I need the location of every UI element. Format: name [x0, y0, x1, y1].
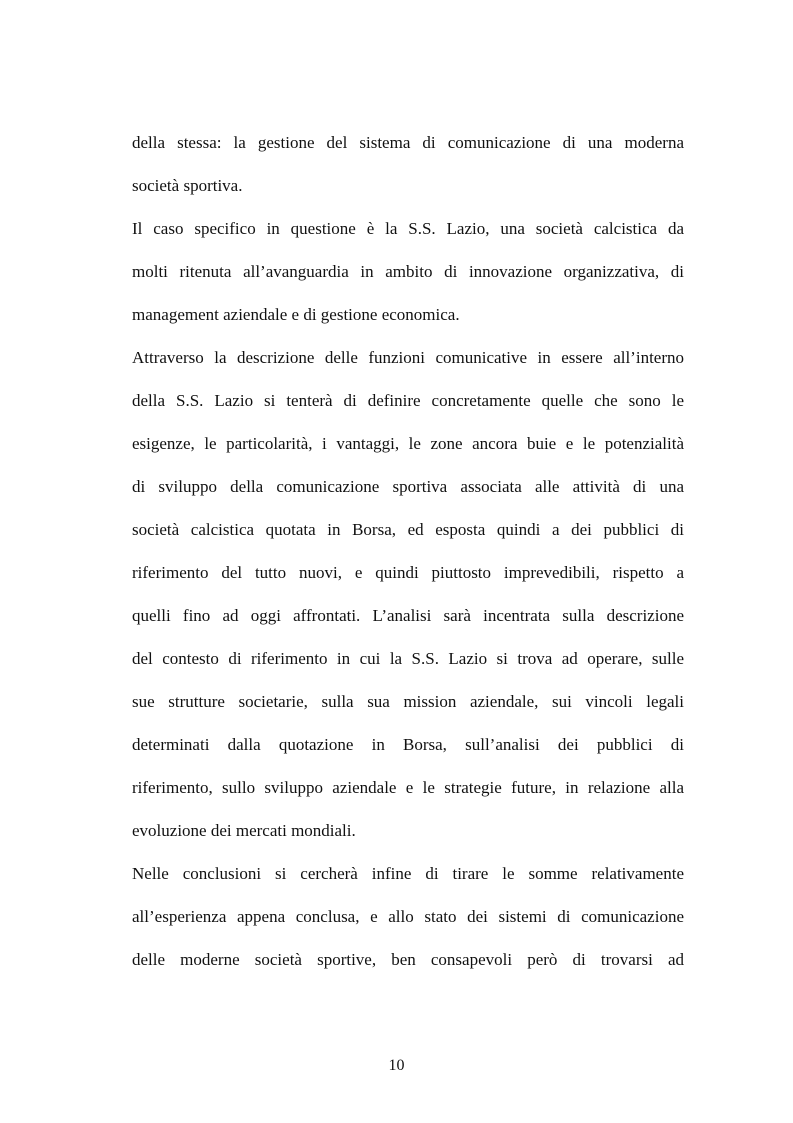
text-line: società calcistica quotata in Borsa, ed esposta quindi a dei pubblici di: [132, 520, 684, 539]
text-line: esigenze, le particolarità, i vantaggi, le zone ancora buie e le potenzialità: [132, 434, 684, 453]
text-line: evoluzione dei mercati mondiali.: [132, 821, 356, 840]
text-line: della stessa: la gestione del sistema di comunicazione di una moderna: [132, 133, 684, 152]
text-line: della S.S. Lazio si tenterà di definire concretamente quelle che sono le: [132, 391, 684, 410]
text-line: molti ritenuta all’avanguardia in ambito di innovazione organizzativa, di: [132, 262, 684, 281]
text-line: Nelle conclusioni si cercherà infine di tirare le somme relativamente: [132, 864, 684, 883]
text-line: riferimento del tutto nuovi, e quindi piuttosto imprevedibili, rispetto a: [132, 563, 684, 582]
page-number: 10: [388, 1057, 405, 1074]
text-line: management aziendale e di gestione economica.: [132, 305, 460, 324]
text-line: determinati dalla quotazione in Borsa, sull’analisi dei pubblici di: [132, 735, 684, 754]
text-line: società sportiva.: [132, 176, 243, 195]
text-line: Il caso specifico in questione è la S.S. Lazio, una società calcistica da: [132, 219, 684, 238]
text-line: sue strutture societarie, sulla sua mission aziendale, sui vincoli legali: [132, 692, 684, 711]
text-line: quelli fino ad oggi affrontati. L’analisi sarà incentrata sulla descrizione: [132, 606, 684, 625]
text-line: di sviluppo della comunicazione sportiva associata alle attività di una: [132, 477, 684, 496]
text-line: del contesto di riferimento in cui la S.S. Lazio si trova ad operare, sulle: [132, 649, 684, 668]
text-line: riferimento, sullo sviluppo aziendale e le strategie future, in relazione alla: [132, 778, 684, 797]
text-line: Attraverso la descrizione delle funzioni comunicative in essere all’interno: [132, 348, 684, 367]
text-line: all’esperienza appena conclusa, e allo stato dei sistemi di comunicazione: [132, 907, 684, 926]
text-line: delle moderne società sportive, ben consapevoli però di trovarsi ad: [132, 950, 684, 969]
